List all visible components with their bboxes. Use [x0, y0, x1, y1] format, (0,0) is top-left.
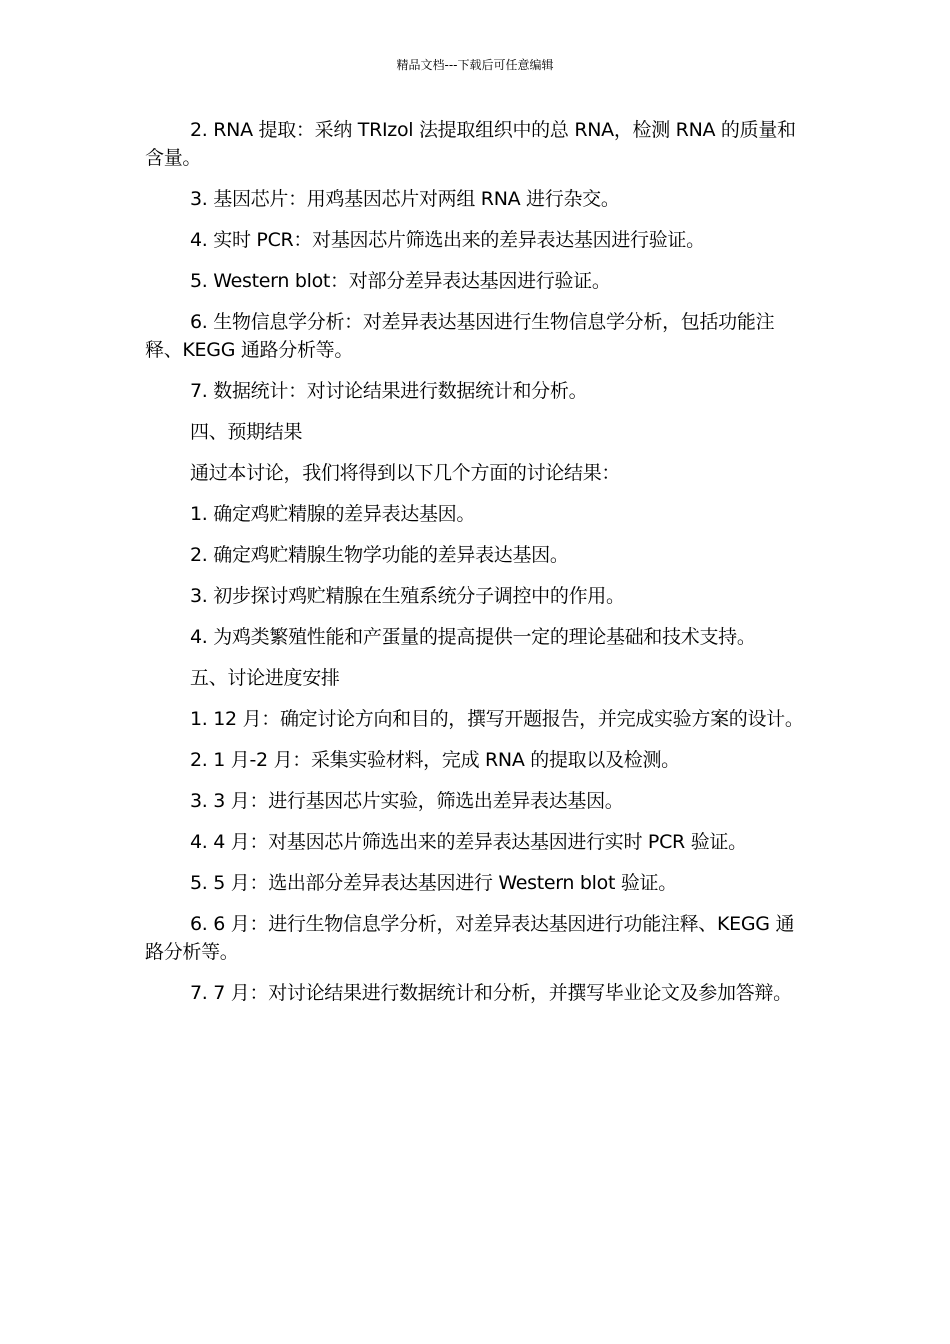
method-gene-chip: 3. 基因芯片：用鸡基因芯片对两组 RNA 进行杂交。 — [190, 188, 620, 210]
schedule-item: 7. 7 月：对讨论结果进行数据统计和分析，并撰写毕业论文及参加答辩。 — [190, 982, 792, 1004]
expected-result-item: 3. 初步探讨鸡贮精腺在生殖系统分子调控中的作用。 — [190, 585, 625, 607]
schedule-item: 1. 12 月：确定讨论方向和目的，撰写开题报告，并完成实验方案的设计。 — [190, 708, 804, 730]
page-header: 精品文档---下载后可任意编辑 — [396, 58, 554, 72]
schedule-item: 2. 1 月-2 月：采集实验材料，完成 RNA 的提取以及检测。 — [190, 749, 680, 771]
expected-result-item: 2. 确定鸡贮精腺生物学功能的差异表达基因。 — [190, 544, 569, 566]
expected-results-intro: 通过本讨论，我们将得到以下几个方面的讨论结果： — [190, 462, 621, 484]
method-realtime-pcr: 4. 实时 PCR：对基因芯片筛选出来的差异表达基因进行验证。 — [190, 229, 705, 251]
section-heading-schedule: 五、讨论进度安排 — [190, 667, 340, 689]
method-statistics: 7. 数据统计：对讨论结果进行数据统计和分析。 — [190, 380, 588, 402]
method-western-blot: 5. Western blot：对部分差异表达基因进行验证。 — [190, 270, 611, 292]
schedule-item: 3. 3 月：进行基因芯片实验，筛选出差异表达基因。 — [190, 790, 624, 812]
schedule-item: 4. 4 月：对基因芯片筛选出来的差异表达基因进行实时 PCR 验证。 — [190, 831, 747, 853]
document-body — [145, 116, 810, 1020]
method-rna-extraction: 2. RNA 提取：采纳 TRIzol 法提取组织中的总 RNA，检测 RNA 的质量和含量。 — [145, 119, 796, 169]
expected-result-item: 4. 为鸡类繁殖性能和产蛋量的提高提供一定的理论基础和技术支持。 — [190, 626, 756, 648]
schedule-item: 5. 5 月：选出部分差异表达基因进行 Western blot 验证。 — [190, 872, 677, 894]
method-bioinformatics: 6. 生物信息学分析：对差异表达基因进行生物信息学分析，包括功能注释、KEGG 通路分析等。 — [145, 311, 775, 361]
expected-result-item: 1. 确定鸡贮精腺的差异表达基因。 — [190, 503, 476, 525]
schedule-item: 6. 6 月：进行生物信息学分析，对差异表达基因进行功能注释、KEGG 通路分析等。 — [145, 913, 795, 963]
section-heading-expected-results: 四、预期结果 — [190, 421, 303, 443]
